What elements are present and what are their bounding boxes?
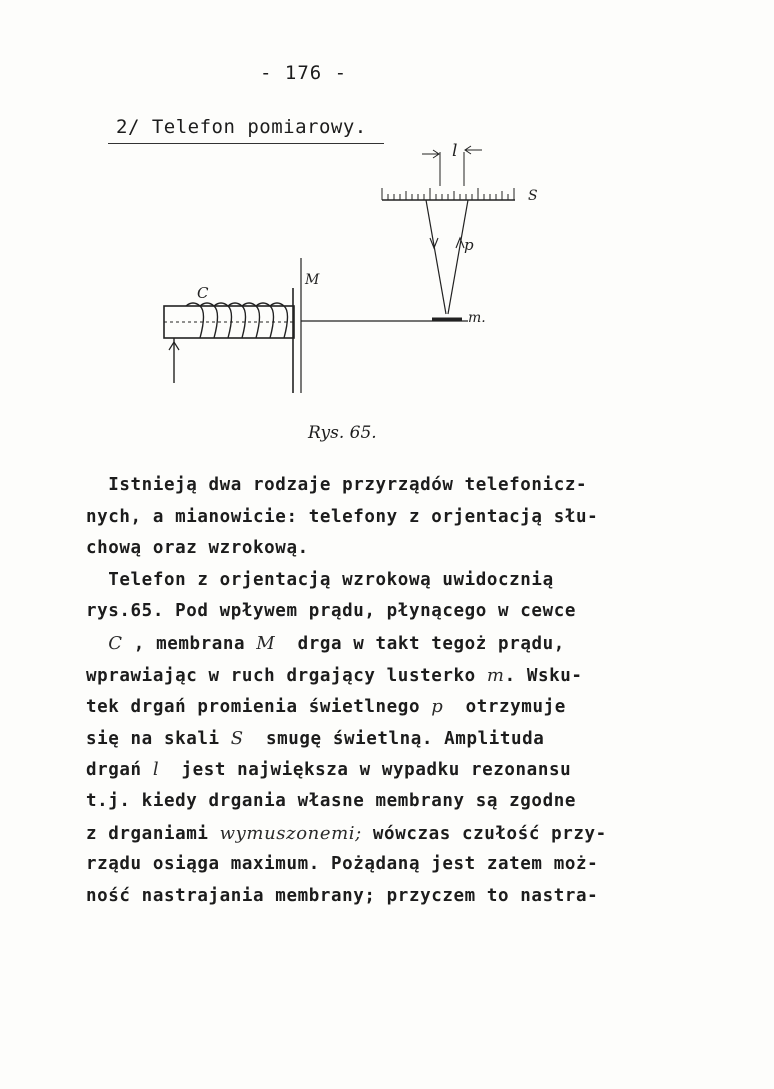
label-m-membrane: M xyxy=(305,272,320,288)
handwritten-s: S xyxy=(230,727,244,749)
text-line xyxy=(86,723,676,755)
l-arrow-left xyxy=(422,150,439,158)
section-heading: 2/ Telefon pomiarowy. xyxy=(116,116,367,138)
text-line: rządu osiąga maximum. Pożądaną jest zatem moż- xyxy=(86,854,599,875)
text-segment: z drganiami xyxy=(86,823,209,844)
text-segment: drga w takt tegoż prądu, xyxy=(297,633,565,654)
light-ray-out xyxy=(448,200,468,314)
page-number: - 176 - xyxy=(260,62,348,84)
text-segment: tek drgań promienia świetlnego xyxy=(86,697,421,718)
scale-ticks xyxy=(382,188,514,200)
text-line: t.j. kiedy drgania własne membrany są zgodne xyxy=(86,790,576,811)
text-segment: drgań xyxy=(86,760,142,781)
light-ray-in xyxy=(426,200,446,314)
handwritten-l: l xyxy=(152,759,160,781)
text-line: Istnieją dwa rodzaje przyrządów telefonicz- xyxy=(86,475,588,495)
text-line: rys.65. Pod wpływem prądu, płynącego w cewce xyxy=(86,601,576,622)
body-text xyxy=(86,470,676,912)
figure-65-diagram xyxy=(150,138,570,408)
text-segment: wówczas czułość przy- xyxy=(372,823,607,844)
text-line: ność nastrajania membrany; przyczem to nastra- xyxy=(86,885,599,906)
text-line xyxy=(86,628,676,660)
handwritten-c: C xyxy=(108,632,123,654)
text-line xyxy=(86,691,676,723)
text-line: chową oraz wzrokową. xyxy=(86,538,309,559)
label-p: p xyxy=(464,236,474,254)
label-c: C xyxy=(197,284,209,302)
text-segment: , membrana xyxy=(133,633,246,654)
text-line xyxy=(86,754,676,786)
handwritten-m: M xyxy=(256,632,276,654)
handwritten-wymuszonemi: wymuszonemi; xyxy=(219,822,362,844)
text-line xyxy=(86,660,676,692)
text-segment: wprawiając w ruch drgający lusterko xyxy=(86,665,476,686)
text-line: Telefon z orjentacją wzrokową uwidocznią xyxy=(86,569,554,590)
text-segment: się na skali xyxy=(86,728,220,749)
label-l: l xyxy=(452,141,458,161)
text-segment: . Wsku- xyxy=(504,665,583,686)
l-arrow-right xyxy=(465,146,482,154)
label-m-mirror: m. xyxy=(468,310,486,326)
handwritten-m-mirror: m xyxy=(486,664,505,686)
text-segment: smugę świetlną. Amplituda xyxy=(266,728,545,749)
text-line: nych, a mianowicie: telefony z orjentacją słu- xyxy=(86,506,599,527)
handwritten-p: p xyxy=(431,696,444,718)
label-s: S xyxy=(528,188,538,204)
text-line xyxy=(86,818,676,850)
coil-windings xyxy=(186,303,288,338)
figure-caption: Rys. 65. xyxy=(308,423,377,443)
text-segment: jest największa w wypadku rezonansu xyxy=(181,760,572,781)
text-segment: otrzymuje xyxy=(465,697,566,718)
